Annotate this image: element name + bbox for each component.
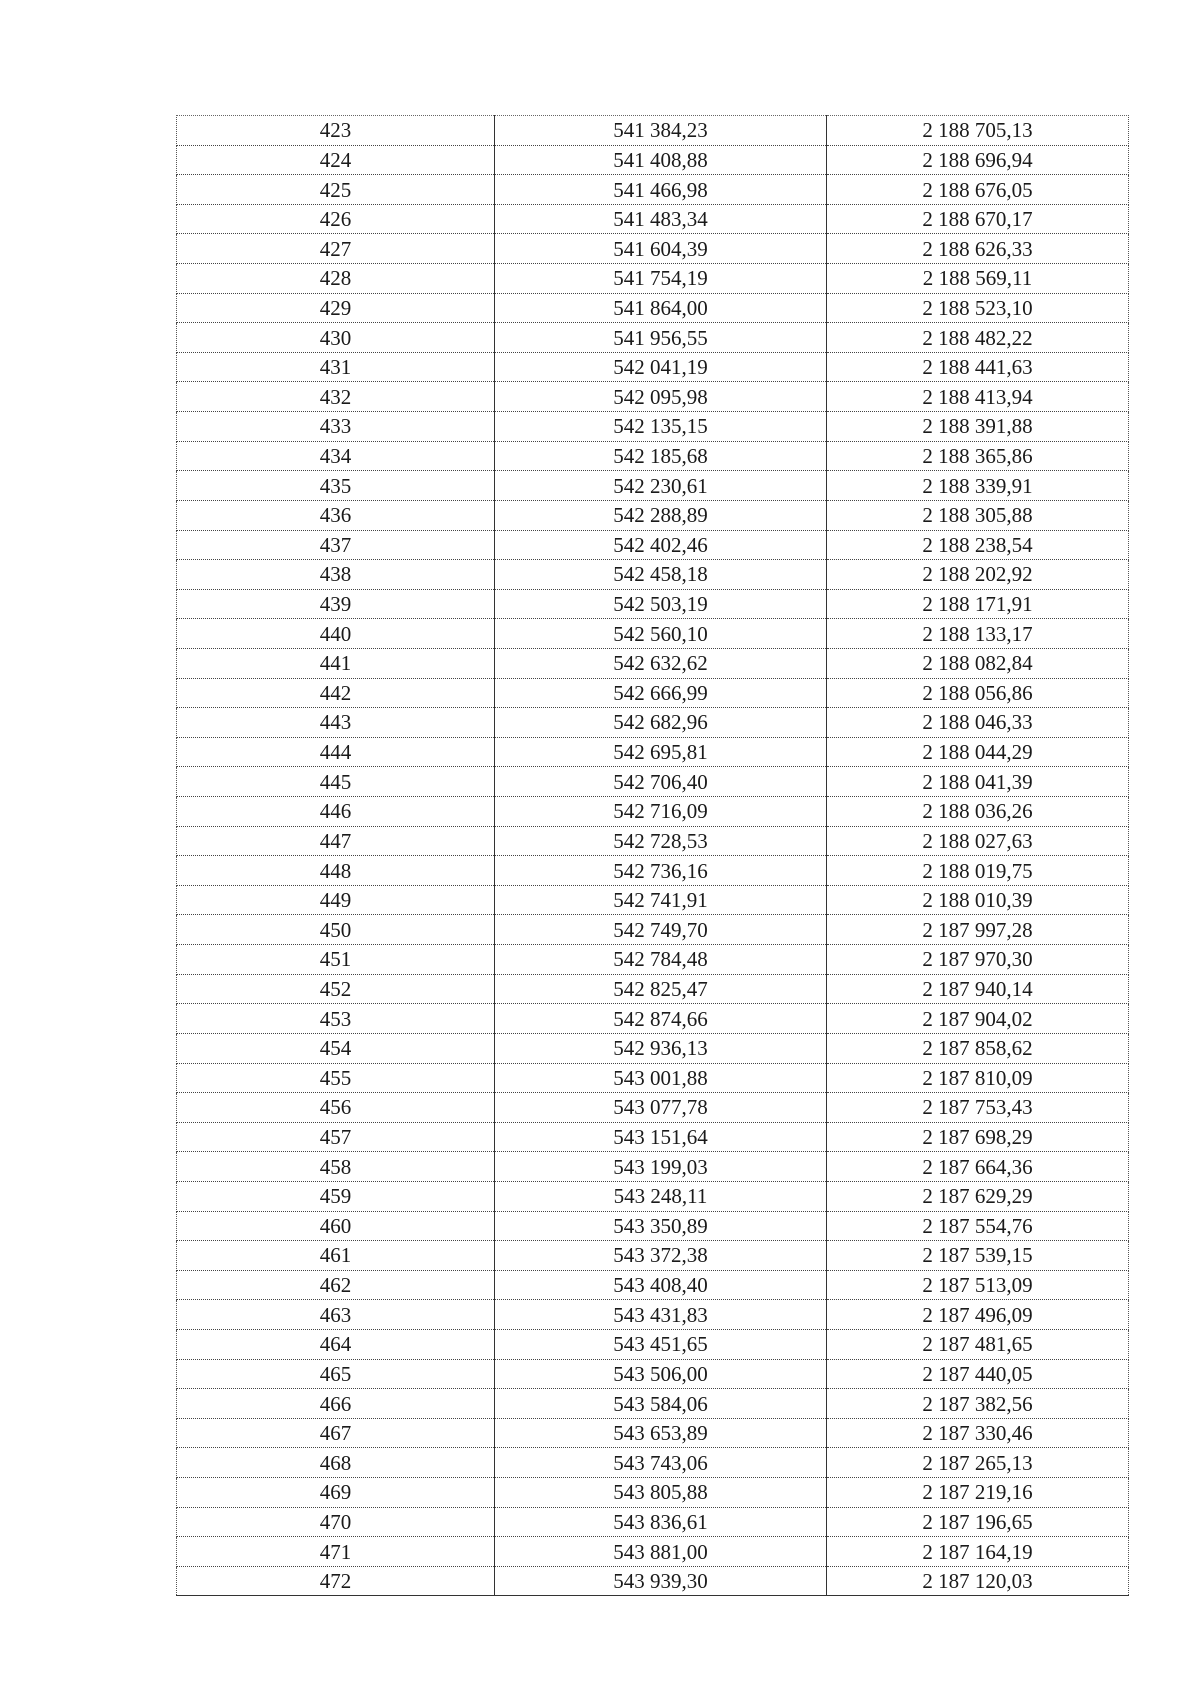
x-coordinate-cell: 543 199,03 <box>495 1152 827 1182</box>
table-row <box>177 1270 1129 1300</box>
x-coordinate-cell: 541 408,88 <box>495 145 827 175</box>
point-number-cell: 449 <box>177 885 495 915</box>
x-coordinate-cell: 543 881,00 <box>495 1537 827 1567</box>
y-coordinate-cell: 2 188 482,22 <box>827 323 1129 353</box>
x-coordinate-cell: 543 431,83 <box>495 1300 827 1330</box>
y-coordinate-cell: 2 188 670,17 <box>827 204 1129 234</box>
y-coordinate-cell: 2 187 940,14 <box>827 974 1129 1004</box>
x-coordinate-cell: 542 825,47 <box>495 974 827 1004</box>
point-number-cell: 471 <box>177 1537 495 1567</box>
table-row <box>177 1537 1129 1567</box>
table-row <box>177 1478 1129 1508</box>
x-coordinate-cell: 542 749,70 <box>495 915 827 945</box>
table-row <box>177 382 1129 412</box>
point-number-cell: 458 <box>177 1152 495 1182</box>
point-number-cell: 438 <box>177 560 495 590</box>
y-coordinate-cell: 2 188 082,84 <box>827 648 1129 678</box>
point-number-cell: 460 <box>177 1211 495 1241</box>
x-coordinate-cell: 542 503,19 <box>495 589 827 619</box>
y-coordinate-cell: 2 187 664,36 <box>827 1152 1129 1182</box>
table-row <box>177 1241 1129 1271</box>
x-coordinate-cell: 543 451,65 <box>495 1329 827 1359</box>
x-coordinate-cell: 542 402,46 <box>495 530 827 560</box>
point-number-cell: 437 <box>177 530 495 560</box>
y-coordinate-cell: 2 188 056,86 <box>827 678 1129 708</box>
y-coordinate-cell: 2 187 753,43 <box>827 1093 1129 1123</box>
y-coordinate-cell: 2 188 019,75 <box>827 856 1129 886</box>
x-coordinate-cell: 543 372,38 <box>495 1241 827 1271</box>
table-row <box>177 293 1129 323</box>
y-coordinate-cell: 2 187 382,56 <box>827 1389 1129 1419</box>
x-coordinate-cell: 543 248,11 <box>495 1181 827 1211</box>
x-coordinate-cell: 542 874,66 <box>495 1004 827 1034</box>
x-coordinate-cell: 543 151,64 <box>495 1122 827 1152</box>
table-row <box>177 145 1129 175</box>
x-coordinate-cell: 542 041,19 <box>495 352 827 382</box>
table-row <box>177 708 1129 738</box>
point-number-cell: 457 <box>177 1122 495 1152</box>
x-coordinate-cell: 542 666,99 <box>495 678 827 708</box>
x-coordinate-cell: 542 706,40 <box>495 767 827 797</box>
point-number-cell: 440 <box>177 619 495 649</box>
table-row <box>177 471 1129 501</box>
x-coordinate-cell: 541 384,23 <box>495 116 827 146</box>
point-number-cell: 455 <box>177 1063 495 1093</box>
point-number-cell: 446 <box>177 797 495 827</box>
point-number-cell: 452 <box>177 974 495 1004</box>
y-coordinate-cell: 2 187 219,16 <box>827 1478 1129 1508</box>
point-number-cell: 454 <box>177 1033 495 1063</box>
y-coordinate-cell: 2 188 391,88 <box>827 412 1129 442</box>
point-number-cell: 472 <box>177 1566 495 1596</box>
x-coordinate-cell: 543 506,00 <box>495 1359 827 1389</box>
table-row <box>177 915 1129 945</box>
y-coordinate-cell: 2 188 569,11 <box>827 264 1129 294</box>
point-number-cell: 461 <box>177 1241 495 1271</box>
point-number-cell: 462 <box>177 1270 495 1300</box>
table-row <box>177 826 1129 856</box>
x-coordinate-cell: 542 632,62 <box>495 648 827 678</box>
y-coordinate-cell: 2 188 046,33 <box>827 708 1129 738</box>
y-coordinate-cell: 2 187 265,13 <box>827 1448 1129 1478</box>
point-number-cell: 426 <box>177 204 495 234</box>
x-coordinate-cell: 543 077,78 <box>495 1093 827 1123</box>
x-coordinate-cell: 543 939,30 <box>495 1566 827 1596</box>
x-coordinate-cell: 541 956,55 <box>495 323 827 353</box>
point-number-cell: 448 <box>177 856 495 886</box>
y-coordinate-cell: 2 187 120,03 <box>827 1566 1129 1596</box>
table-row <box>177 323 1129 353</box>
table-row <box>177 1004 1129 1034</box>
table-row <box>177 1329 1129 1359</box>
x-coordinate-cell: 543 001,88 <box>495 1063 827 1093</box>
table-row <box>177 1300 1129 1330</box>
point-number-cell: 434 <box>177 441 495 471</box>
point-number-cell: 423 <box>177 116 495 146</box>
x-coordinate-cell: 543 805,88 <box>495 1478 827 1508</box>
coordinates-table-body <box>177 116 1129 1596</box>
coordinates-table <box>176 115 1129 1596</box>
y-coordinate-cell: 2 187 629,29 <box>827 1181 1129 1211</box>
y-coordinate-cell: 2 188 626,33 <box>827 234 1129 264</box>
table-row <box>177 500 1129 530</box>
point-number-cell: 430 <box>177 323 495 353</box>
y-coordinate-cell: 2 188 441,63 <box>827 352 1129 382</box>
point-number-cell: 443 <box>177 708 495 738</box>
y-coordinate-cell: 2 188 036,26 <box>827 797 1129 827</box>
point-number-cell: 436 <box>177 500 495 530</box>
y-coordinate-cell: 2 187 196,65 <box>827 1507 1129 1537</box>
y-coordinate-cell: 2 188 171,91 <box>827 589 1129 619</box>
table-row <box>177 234 1129 264</box>
x-coordinate-cell: 542 784,48 <box>495 945 827 975</box>
y-coordinate-cell: 2 188 339,91 <box>827 471 1129 501</box>
point-number-cell: 435 <box>177 471 495 501</box>
point-number-cell: 432 <box>177 382 495 412</box>
point-number-cell: 466 <box>177 1389 495 1419</box>
table-row <box>177 1389 1129 1419</box>
x-coordinate-cell: 542 135,15 <box>495 412 827 442</box>
point-number-cell: 465 <box>177 1359 495 1389</box>
x-coordinate-cell: 542 936,13 <box>495 1033 827 1063</box>
table-row <box>177 1152 1129 1182</box>
table-row <box>177 1122 1129 1152</box>
table-row <box>177 412 1129 442</box>
point-number-cell: 459 <box>177 1181 495 1211</box>
table-row <box>177 1359 1129 1389</box>
table-row <box>177 352 1129 382</box>
y-coordinate-cell: 2 187 554,76 <box>827 1211 1129 1241</box>
table-row <box>177 885 1129 915</box>
point-number-cell: 450 <box>177 915 495 945</box>
x-coordinate-cell: 541 864,00 <box>495 293 827 323</box>
table-row <box>177 1566 1129 1596</box>
point-number-cell: 467 <box>177 1418 495 1448</box>
y-coordinate-cell: 2 188 413,94 <box>827 382 1129 412</box>
point-number-cell: 469 <box>177 1478 495 1508</box>
table-row <box>177 974 1129 1004</box>
table-row <box>177 1181 1129 1211</box>
x-coordinate-cell: 543 408,40 <box>495 1270 827 1300</box>
x-coordinate-cell: 543 836,61 <box>495 1507 827 1537</box>
y-coordinate-cell: 2 187 997,28 <box>827 915 1129 945</box>
y-coordinate-cell: 2 187 513,09 <box>827 1270 1129 1300</box>
y-coordinate-cell: 2 187 481,65 <box>827 1329 1129 1359</box>
point-number-cell: 470 <box>177 1507 495 1537</box>
table-row <box>177 589 1129 619</box>
y-coordinate-cell: 2 187 496,09 <box>827 1300 1129 1330</box>
point-number-cell: 447 <box>177 826 495 856</box>
y-coordinate-cell: 2 187 330,46 <box>827 1418 1129 1448</box>
point-number-cell: 451 <box>177 945 495 975</box>
x-coordinate-cell: 541 604,39 <box>495 234 827 264</box>
y-coordinate-cell: 2 188 365,86 <box>827 441 1129 471</box>
x-coordinate-cell: 543 350,89 <box>495 1211 827 1241</box>
table-row <box>177 116 1129 146</box>
point-number-cell: 428 <box>177 264 495 294</box>
x-coordinate-cell: 542 458,18 <box>495 560 827 590</box>
point-number-cell: 433 <box>177 412 495 442</box>
point-number-cell: 468 <box>177 1448 495 1478</box>
point-number-cell: 445 <box>177 767 495 797</box>
point-number-cell: 453 <box>177 1004 495 1034</box>
y-coordinate-cell: 2 188 044,29 <box>827 737 1129 767</box>
x-coordinate-cell: 542 682,96 <box>495 708 827 738</box>
x-coordinate-cell: 542 288,89 <box>495 500 827 530</box>
table-row <box>177 1063 1129 1093</box>
point-number-cell: 424 <box>177 145 495 175</box>
table-row <box>177 619 1129 649</box>
table-row <box>177 737 1129 767</box>
x-coordinate-cell: 542 736,16 <box>495 856 827 886</box>
x-coordinate-cell: 542 185,68 <box>495 441 827 471</box>
point-number-cell: 427 <box>177 234 495 264</box>
x-coordinate-cell: 542 695,81 <box>495 737 827 767</box>
y-coordinate-cell: 2 188 676,05 <box>827 175 1129 205</box>
table-row <box>177 1507 1129 1537</box>
table-row <box>177 1211 1129 1241</box>
x-coordinate-cell: 543 743,06 <box>495 1448 827 1478</box>
table-row <box>177 264 1129 294</box>
point-number-cell: 431 <box>177 352 495 382</box>
y-coordinate-cell: 2 188 010,39 <box>827 885 1129 915</box>
table-row <box>177 204 1129 234</box>
table-row <box>177 678 1129 708</box>
table-row <box>177 1448 1129 1478</box>
y-coordinate-cell: 2 187 539,15 <box>827 1241 1129 1271</box>
y-coordinate-cell: 2 187 858,62 <box>827 1033 1129 1063</box>
point-number-cell: 441 <box>177 648 495 678</box>
y-coordinate-cell: 2 187 698,29 <box>827 1122 1129 1152</box>
table-row <box>177 945 1129 975</box>
table-row <box>177 1033 1129 1063</box>
table-row <box>177 648 1129 678</box>
y-coordinate-cell: 2 188 238,54 <box>827 530 1129 560</box>
point-number-cell: 442 <box>177 678 495 708</box>
table-row <box>177 767 1129 797</box>
y-coordinate-cell: 2 188 133,17 <box>827 619 1129 649</box>
x-coordinate-cell: 543 584,06 <box>495 1389 827 1419</box>
table-row <box>177 560 1129 590</box>
x-coordinate-cell: 542 230,61 <box>495 471 827 501</box>
y-coordinate-cell: 2 188 705,13 <box>827 116 1129 146</box>
y-coordinate-cell: 2 187 970,30 <box>827 945 1129 975</box>
x-coordinate-cell: 542 095,98 <box>495 382 827 412</box>
y-coordinate-cell: 2 188 041,39 <box>827 767 1129 797</box>
x-coordinate-cell: 541 483,34 <box>495 204 827 234</box>
table-row <box>177 175 1129 205</box>
y-coordinate-cell: 2 188 202,92 <box>827 560 1129 590</box>
point-number-cell: 464 <box>177 1329 495 1359</box>
y-coordinate-cell: 2 187 904,02 <box>827 1004 1129 1034</box>
point-number-cell: 463 <box>177 1300 495 1330</box>
point-number-cell: 429 <box>177 293 495 323</box>
point-number-cell: 456 <box>177 1093 495 1123</box>
y-coordinate-cell: 2 188 523,10 <box>827 293 1129 323</box>
x-coordinate-cell: 542 728,53 <box>495 826 827 856</box>
table-row <box>177 797 1129 827</box>
table-row <box>177 856 1129 886</box>
x-coordinate-cell: 542 716,09 <box>495 797 827 827</box>
table-row <box>177 1093 1129 1123</box>
x-coordinate-cell: 541 754,19 <box>495 264 827 294</box>
x-coordinate-cell: 542 560,10 <box>495 619 827 649</box>
point-number-cell: 439 <box>177 589 495 619</box>
point-number-cell: 444 <box>177 737 495 767</box>
y-coordinate-cell: 2 188 305,88 <box>827 500 1129 530</box>
x-coordinate-cell: 541 466,98 <box>495 175 827 205</box>
x-coordinate-cell: 542 741,91 <box>495 885 827 915</box>
y-coordinate-cell: 2 187 810,09 <box>827 1063 1129 1093</box>
y-coordinate-cell: 2 188 696,94 <box>827 145 1129 175</box>
y-coordinate-cell: 2 187 164,19 <box>827 1537 1129 1567</box>
point-number-cell: 425 <box>177 175 495 205</box>
table-row <box>177 1418 1129 1448</box>
x-coordinate-cell: 543 653,89 <box>495 1418 827 1448</box>
y-coordinate-cell: 2 187 440,05 <box>827 1359 1129 1389</box>
y-coordinate-cell: 2 188 027,63 <box>827 826 1129 856</box>
table-row <box>177 530 1129 560</box>
table-row <box>177 441 1129 471</box>
